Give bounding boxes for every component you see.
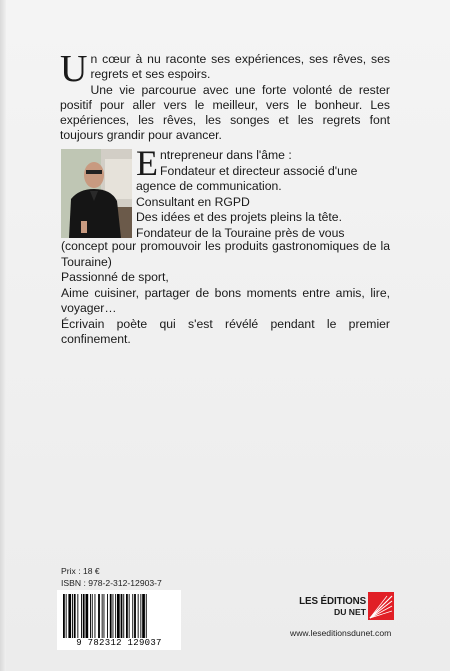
author-photo [61, 149, 132, 238]
author-bio-bottom [61, 239, 390, 348]
spine-edge [0, 0, 6, 671]
author-bio-top [136, 143, 390, 241]
barcode-number: 9 782312 129037 [76, 638, 162, 648]
blurb-first-text: n cœur à nu raconte ses expériences, ses rêves, ses regrets et ses espoirs. [90, 52, 390, 82]
blurb-paragraph-1 [60, 48, 390, 90]
book-blurb [60, 48, 390, 144]
bio-line-2: Fondateur et directeur associé d'une agence de communication. [136, 163, 358, 193]
publisher-name [298, 596, 366, 618]
price-label: Prix : 18 € [61, 566, 100, 576]
red-fan-logo-icon [368, 592, 394, 620]
bio-line-6: (concept pour promouvoir les produits gastronomiques de la Touraine) [61, 239, 390, 269]
isbn-label: ISBN : 978-2-312-12903-7 [61, 578, 162, 588]
bio-line-9: Écrivain poète qui s'est révélé pendant le premier confinement. [61, 316, 390, 346]
bio-line-1: ntrepreneur dans l'âme : [160, 148, 292, 162]
author-portrait-icon [61, 149, 132, 238]
publisher-name-line-2: DU NET [334, 607, 366, 617]
blurb-dropcap: U [60, 48, 88, 90]
publisher-name-line-1: LES ÉDITIONS [299, 596, 366, 607]
bio-line-3: Consultant en RGPD [136, 194, 250, 209]
blurb-paragraph-2: Une vie parcourue avec une forte volonté de rester positif pour aller vers le meilleur, vers le bonheur. Les expériences, les rêves, les songes et les regrets font toujours grandir pour avancer. [60, 82, 390, 143]
bio-line-8: Aime cuisiner, partager de bons moments entre amis, lire, voyager… [61, 285, 390, 315]
bio-dropcap: E [136, 143, 158, 183]
barcode-bars-icon [61, 594, 177, 638]
bio-line-5: Fondateur de la Touraine près de vous [136, 225, 345, 240]
price-isbn-block [61, 565, 162, 589]
barcode [57, 590, 181, 650]
bio-line-4: Des idées et des projets pleins la tête. [136, 210, 342, 224]
bio-line-7: Passionné de sport, [61, 270, 169, 284]
publisher-website: www.leseditionsdunet.com [290, 628, 392, 638]
